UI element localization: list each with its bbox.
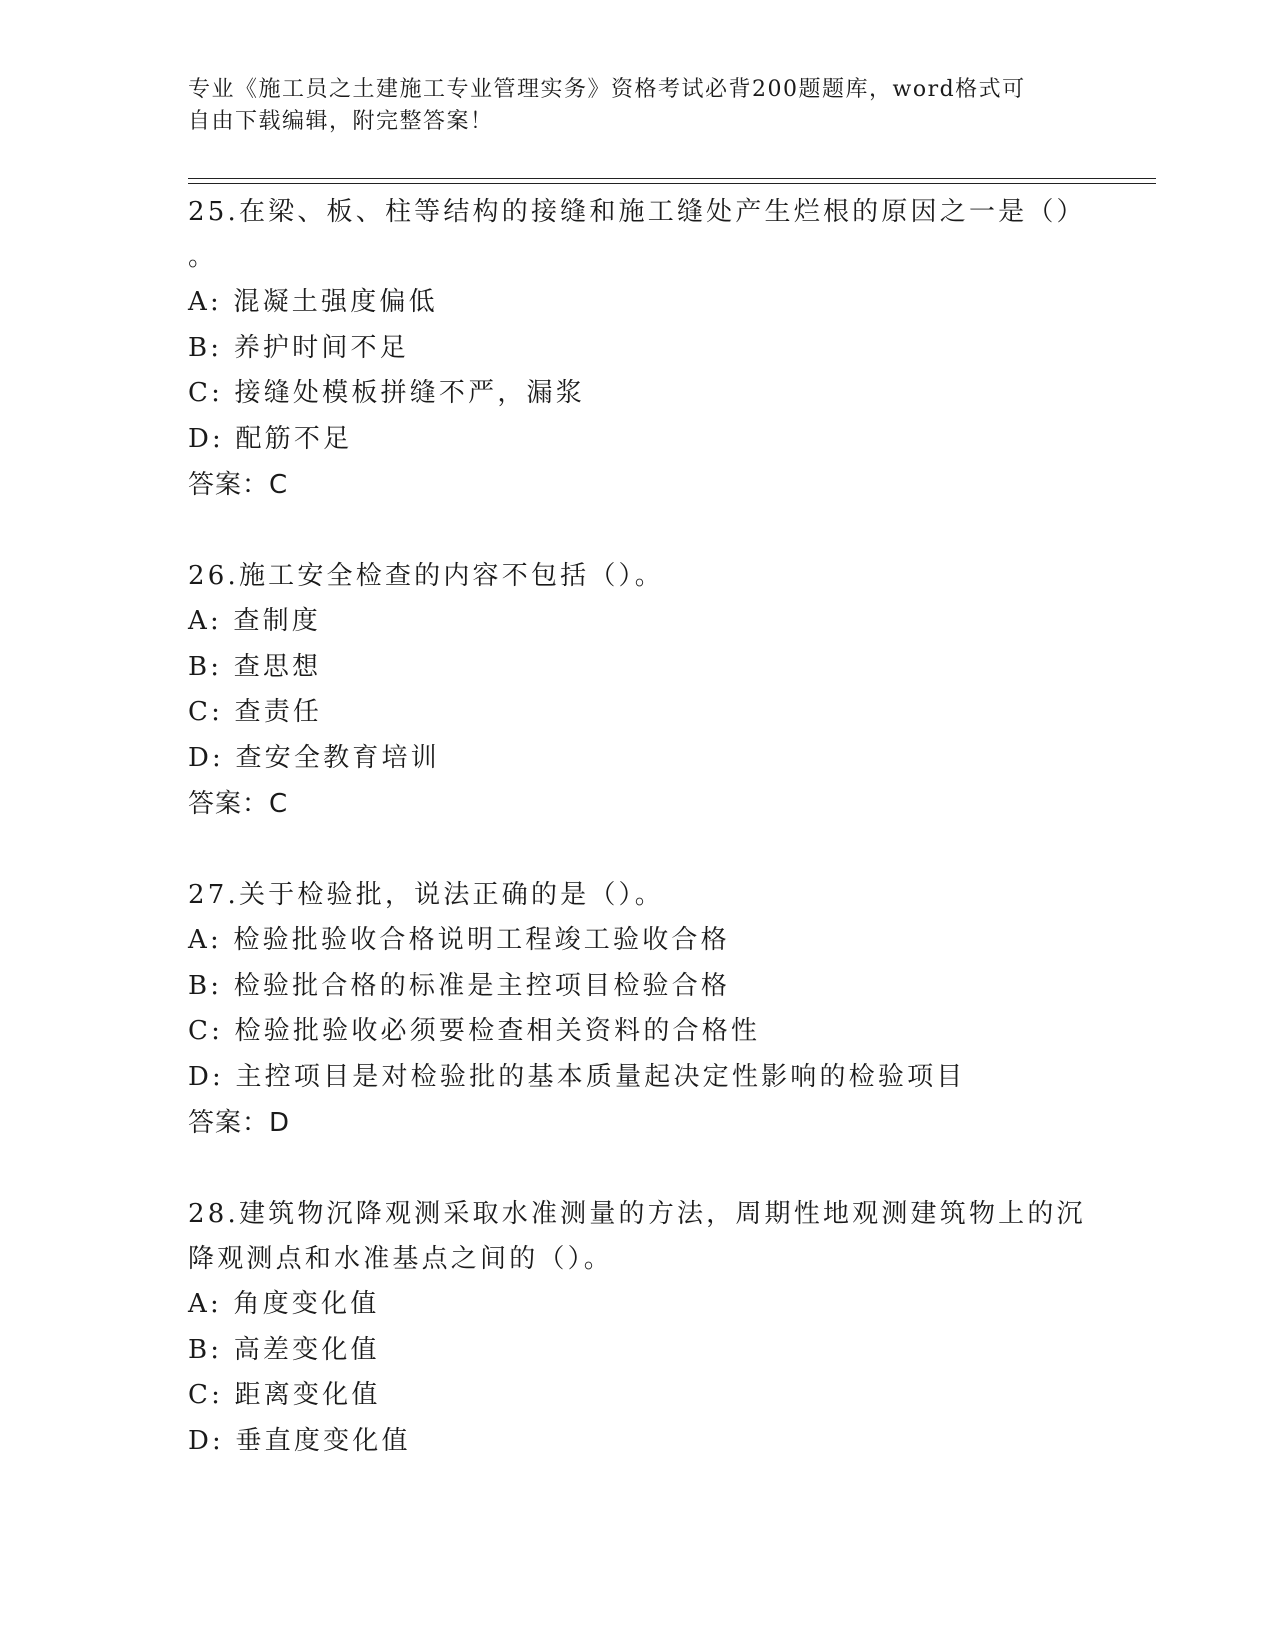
header-line-1: 专业《施工员之土建施工专业管理实务》资格考试必背200题题库，word格式可 <box>188 77 1026 102</box>
option-b: B: 检验批合格的标准是主控项目检验合格 <box>188 970 731 1001</box>
document-header <box>188 74 1068 138</box>
question-list <box>188 190 1088 1510</box>
question-stem: 27.关于检验批，说法正确的是（）。 <box>188 880 664 910</box>
question-27 <box>188 873 1088 1146</box>
question-26 <box>188 554 1088 827</box>
question-28 <box>188 1192 1088 1464</box>
option-b: B: 查思想 <box>188 651 322 682</box>
answer-line: 答案：C <box>188 789 289 819</box>
question-stem: 28.建筑物沉降观测采取水准测量的方法，周期性地观测建筑物上的沉 <box>188 1199 1086 1229</box>
question-stem-continued: 降观测点和水准基点之间的（）。 <box>188 1244 614 1274</box>
option-a: A: 角度变化值 <box>188 1289 380 1319</box>
option-d: D: 主控项目是对检验批的基本质量起决定性影响的检验项目 <box>188 1061 966 1092</box>
question-stem-continued: 。 <box>188 242 218 272</box>
option-b: B: 养护时间不足 <box>188 332 409 363</box>
option-d: D: 垂直度变化值 <box>188 1425 411 1456</box>
answer-line: 答案：C <box>188 470 289 500</box>
header-line-2: 自由下载编辑，附完整答案！ <box>188 109 494 134</box>
question-stem: 25.在梁、板、柱等结构的接缝和施工缝处产生烂根的原因之一是（） <box>188 197 1086 227</box>
option-a: A: 检验批验收合格说明工程竣工验收合格 <box>188 925 730 955</box>
header-divider <box>188 178 1156 184</box>
option-c: C: 检验批验收必须要检查相关资料的合格性 <box>188 1016 761 1046</box>
option-c: C: 查责任 <box>188 697 323 727</box>
option-d: D: 查安全教育培训 <box>188 742 440 773</box>
option-a: A: 查制度 <box>188 606 322 636</box>
option-c: C: 接缝处模板拼缝不严，漏浆 <box>188 378 585 408</box>
option-b: B: 高差变化值 <box>188 1334 380 1365</box>
question-stem: 26.施工安全检查的内容不包括（）。 <box>188 561 664 591</box>
question-25 <box>188 190 1088 508</box>
option-c: C: 距离变化值 <box>188 1380 381 1410</box>
option-d: D: 配筋不足 <box>188 423 353 454</box>
answer-line: 答案：D <box>188 1108 291 1138</box>
option-a: A: 混凝土强度偏低 <box>188 287 438 317</box>
